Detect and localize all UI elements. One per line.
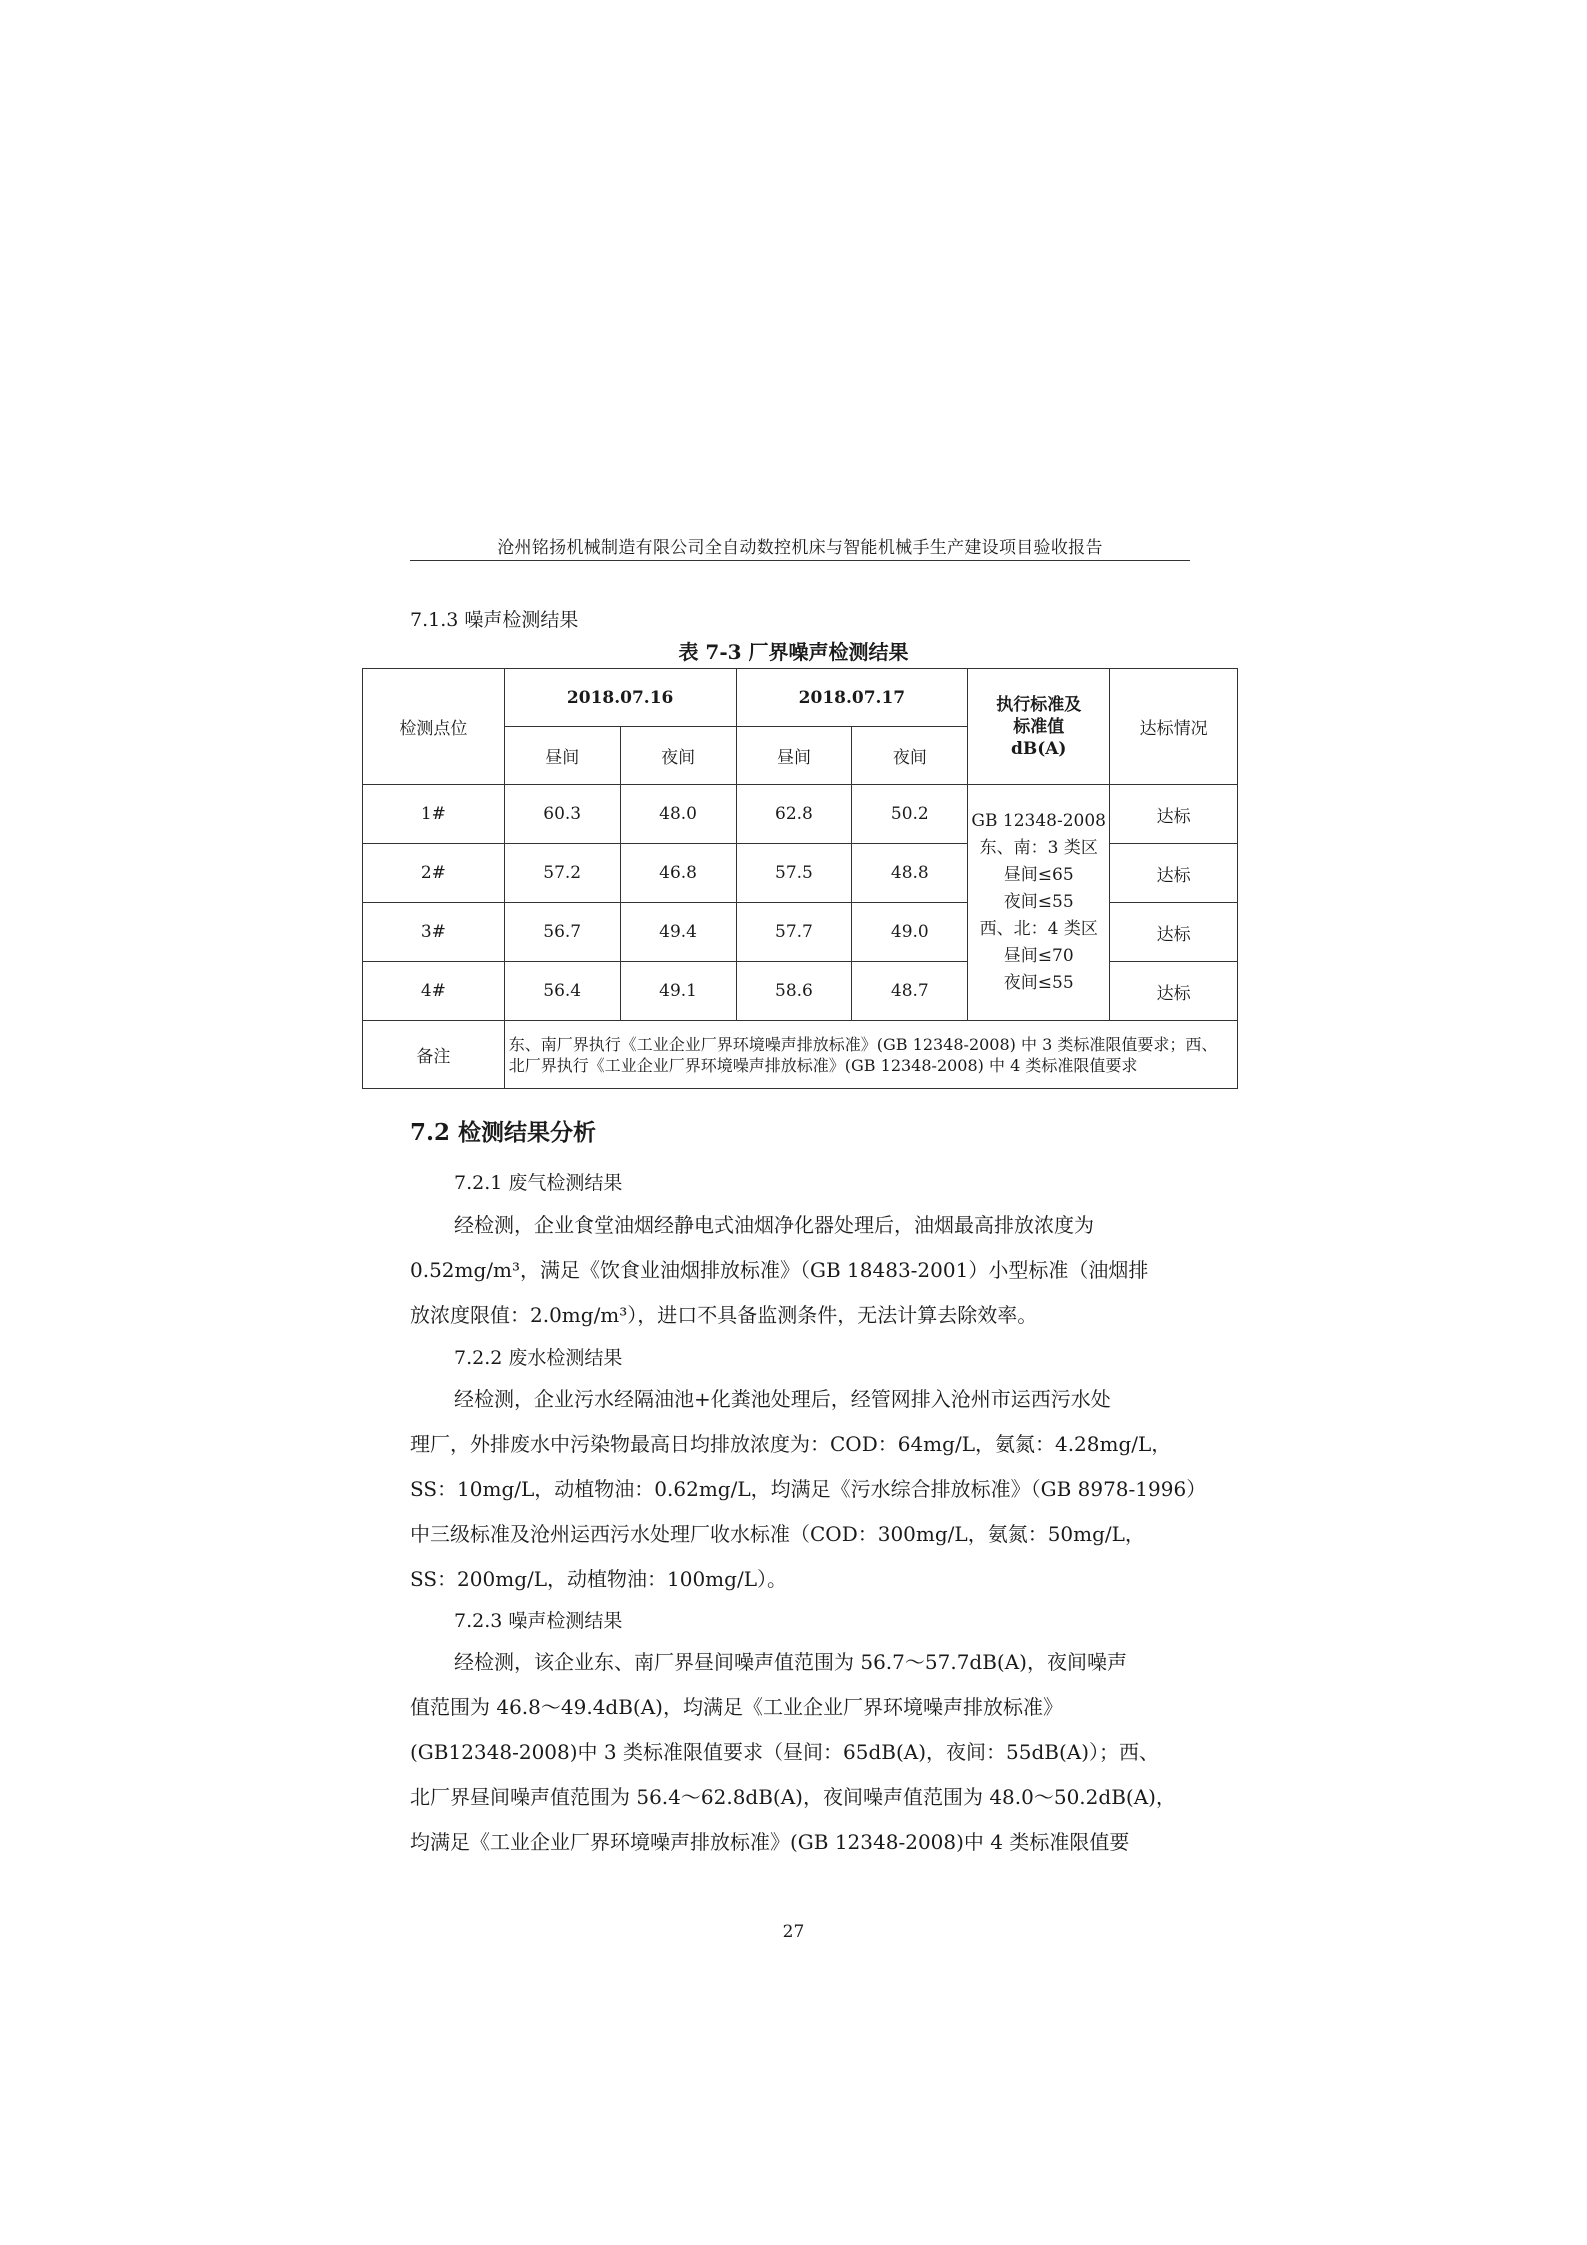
standard-line: 西、北：4 类区 <box>979 919 1098 939</box>
cell-status: 达标 <box>1110 844 1238 903</box>
standard-line: 夜间≤55 <box>1003 892 1074 912</box>
cell-value: 49.0 <box>852 903 968 962</box>
standard-line: 昼间≤70 <box>1003 946 1074 966</box>
cell-value: 60.3 <box>504 785 620 844</box>
table-row <box>363 785 1238 844</box>
subsection-7-1-3: 7.1.3 噪声检测结果 <box>410 609 579 631</box>
paragraph-line: 值范围为 46.8～49.4dB(A)，均满足《工业企业厂界环境噪声排放标准》 <box>410 1695 1063 1719</box>
cell-value: 57.2 <box>504 844 620 903</box>
cell-point: 1# <box>363 785 505 844</box>
paragraph-line: SS：200mg/L，动植物油：100mg/L）。 <box>410 1567 787 1591</box>
standard-line: 昼间≤65 <box>1003 865 1074 885</box>
paragraph-line: 放浓度限值：2.0mg/m³），进口不具备监测条件，无法计算去除效率。 <box>410 1303 1038 1327</box>
cell-value: 56.4 <box>504 962 620 1021</box>
paragraph-noise <box>410 1640 1190 1865</box>
cell-point: 4# <box>363 962 505 1021</box>
header-rule <box>410 560 1190 561</box>
page-number: 27 <box>782 1922 805 1942</box>
cell-value: 57.7 <box>736 903 852 962</box>
running-header: 沧州铭扬机械制造有限公司全自动数控机床与智能机械手生产建设项目验收报告 <box>497 538 1103 558</box>
cell-status: 达标 <box>1110 903 1238 962</box>
subheader-night-1: 夜间 <box>620 727 736 785</box>
cell-value: 46.8 <box>620 844 736 903</box>
standard-line: 东、南：3 类区 <box>979 838 1098 858</box>
subsection-7-2-1: 7.2.1 废气检测结果 <box>454 1172 623 1194</box>
cell-standard <box>968 785 1110 1021</box>
paragraph-line: SS：10mg/L，动植物油：0.62mg/L，均满足《污水综合排放标准》（GB 8978-1996） <box>410 1477 1207 1501</box>
paragraph-waste-water <box>410 1377 1207 1602</box>
subsection-7-2-3: 7.2.3 噪声检测结果 <box>454 1610 623 1632</box>
subheader-day-2: 昼间 <box>736 727 852 785</box>
section-heading-7-2: 7.2 检测结果分析 <box>410 1119 597 1146</box>
table-caption: 表 7-3 厂界噪声检测结果 <box>678 640 909 664</box>
standard-line: 夜间≤55 <box>1003 973 1074 993</box>
cell-value: 58.6 <box>736 962 852 1021</box>
note-text: 东、南厂界执行《工业企业厂界环境噪声排放标准》(GB 12348-2008) 中 3 类标准限值要求；西、北厂界执行《工业企业厂界环境噪声排放标准》(GB 12348-2008) 中 4 类标准限值要求 <box>504 1021 1237 1089</box>
cell-point: 3# <box>363 903 505 962</box>
col-header-standard <box>968 669 1110 785</box>
subheader-day-1: 昼间 <box>504 727 620 785</box>
cell-value: 56.7 <box>504 903 620 962</box>
cell-status: 达标 <box>1110 785 1238 844</box>
paragraph-line: 中三级标准及沧州运西污水处理厂收水标准（COD：300mg/L，氨氮：50mg/L， <box>410 1522 1145 1546</box>
cell-value: 49.4 <box>620 903 736 962</box>
subsection-7-2-2: 7.2.2 废水检测结果 <box>454 1347 623 1369</box>
standard-line: GB 12348-2008 <box>971 811 1106 831</box>
cell-value: 48.7 <box>852 962 968 1021</box>
paragraph-line: (GB12348-2008)中 3 类标准限值要求（昼间：65dB(A)，夜间：55dB(A)）；西、 <box>410 1740 1159 1764</box>
note-row <box>363 1021 1238 1089</box>
subheader-night-2: 夜间 <box>852 727 968 785</box>
paragraph-line: 理厂，外排废水中污染物最高日均排放浓度为：COD：64mg/L，氨氮：4.28mg/L， <box>410 1432 1172 1456</box>
paragraph-waste-gas <box>410 1203 1190 1338</box>
cell-value: 50.2 <box>852 785 968 844</box>
col-header-date-2: 2018.07.17 <box>736 669 968 727</box>
paragraph-line: 均满足《工业企业厂界环境噪声排放标准》(GB 12348-2008)中 4 类标准限值要 <box>410 1830 1130 1854</box>
cell-value: 62.8 <box>736 785 852 844</box>
paragraph-line: 经检测，该企业东、南厂界昼间噪声值范围为 56.7～57.7dB(A)，夜间噪声 <box>454 1650 1127 1674</box>
col-header-date-1: 2018.07.16 <box>504 669 736 727</box>
cell-value: 48.8 <box>852 844 968 903</box>
paragraph-line: 北厂界昼间噪声值范围为 56.4～62.8dB(A)，夜间噪声值范围为 48.0～50.2dB(A)， <box>410 1785 1176 1809</box>
cell-status: 达标 <box>1110 962 1238 1021</box>
paragraph-line: 经检测，企业食堂油烟经静电式油烟净化器处理后，油烟最高排放浓度为 <box>454 1213 1094 1237</box>
noise-table <box>362 668 1238 1089</box>
col-header-status: 达标情况 <box>1110 669 1238 785</box>
paragraph-line: 经检测，企业污水经隔油池+化粪池处理后，经管网排入沧州市运西污水处 <box>454 1387 1111 1411</box>
cell-value: 57.5 <box>736 844 852 903</box>
cell-value: 48.0 <box>620 785 736 844</box>
col-header-standard-text: 执行标准及标准值dB(A) <box>996 694 1082 759</box>
paragraph-line: 0.52mg/m³，满足《饮食业油烟排放标准》（GB 18483-2001）小型标准（油烟排 <box>410 1258 1149 1282</box>
cell-point: 2# <box>363 844 505 903</box>
cell-value: 49.1 <box>620 962 736 1021</box>
col-header-point: 检测点位 <box>363 669 505 785</box>
note-label: 备注 <box>363 1021 505 1089</box>
